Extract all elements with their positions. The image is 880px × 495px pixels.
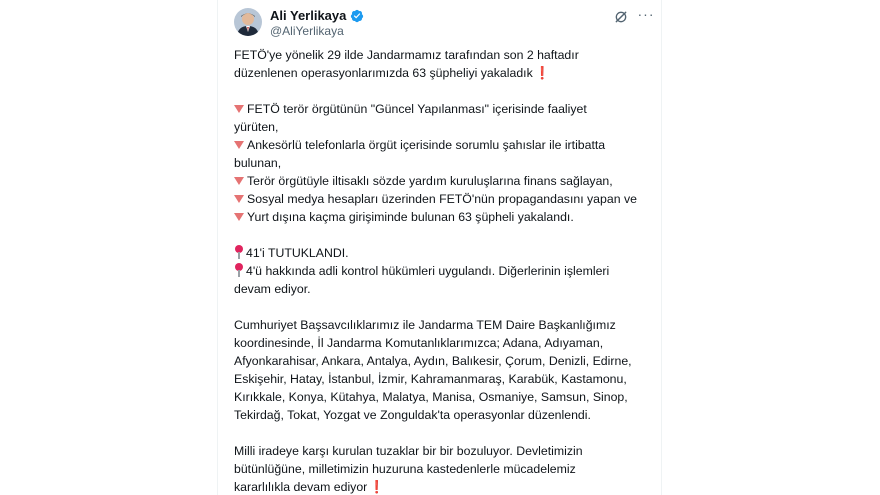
- tweet-line: FETÖ'ye yönelik 29 ilde Jandarmamız tarafından son 2 haftadır: [234, 48, 579, 62]
- red-exclamation-icon: ❗: [534, 66, 551, 80]
- red-exclamation-icon: ❗: [369, 480, 385, 494]
- red-triangle-down-icon: [234, 141, 244, 149]
- author-handle[interactable]: @AliYerlikaya: [270, 24, 344, 38]
- result-line: 4'ü hakkında adli kontrol hükümleri uygulandı. Diğerlerinin işlemleri: [234, 262, 654, 280]
- closing-line: bütünlüğüne, milletimizin huzuruna kastedenlerle mücadelemiz: [234, 462, 576, 476]
- red-triangle-down-icon: [234, 105, 244, 113]
- result-line: 41'i TUTUKLANDI.: [234, 244, 654, 262]
- bullet-line: Yurt dışına kaçma girişiminde bulunan 63 şüpheli yakalandı.: [234, 208, 654, 226]
- grok-icon[interactable]: [613, 9, 629, 25]
- closing-line: Milli iradeye karşı kurulan tuzaklar bir bir bozuluyor. Devletimizin: [234, 444, 583, 458]
- closing-line: kararlılıkla devam ediyor ❗: [234, 480, 385, 494]
- verified-badge-icon: [350, 9, 364, 23]
- bullet-line: Ankesörlü telefonlarla örgüt içerisinde sorumlu şahıslar ile irtibatta: [234, 136, 654, 154]
- provinces-line: Cumhuriyet Başsavcılıklarımız ile Jandarma TEM Daire Başkanlığımız: [234, 318, 616, 332]
- round-pushpin-icon: [234, 263, 244, 277]
- tweet-line: düzenlenen operasyonlarımızda 63 şüpheliyi yakaladık ❗: [234, 66, 551, 80]
- author-name-row: [270, 8, 364, 24]
- red-triangle-down-icon: [234, 177, 244, 185]
- tweet-card: [217, 0, 662, 495]
- provinces-line: Tekirdağ, Tokat, Yozgat ve Zonguldak'ta operasyonlar düzenlendi.: [234, 408, 591, 422]
- bullet-continuation: bulunan,: [234, 156, 282, 170]
- author-name[interactable]: Ali Yerlikaya: [270, 8, 347, 23]
- more-options-icon[interactable]: ···: [637, 6, 655, 22]
- tweet-text: [234, 46, 654, 495]
- provinces-line: Afyonkarahisar, Ankara, Antalya, Aydın, Balıkesir, Çorum, Denizli, Edirne,: [234, 354, 632, 368]
- red-triangle-down-icon: [234, 213, 244, 221]
- bullet-continuation: yürüten,: [234, 120, 279, 134]
- round-pushpin-icon: [234, 245, 244, 259]
- provinces-line: koordinesinde, İl Jandarma Komutanlıklarımızca; Adana, Adıyaman,: [234, 336, 604, 350]
- provinces-line: Kırıkkale, Konya, Kütahya, Malatya, Manisa, Osmaniye, Samsun, Sinop,: [234, 390, 628, 404]
- bullet-line: Sosyal medya hesapları üzerinden FETÖ'nün propagandasını yapan ve: [234, 190, 654, 208]
- provinces-line: Eskişehir, Hatay, İstanbul, İzmir, Kahramanmaraş, Karabük, Kastamonu,: [234, 372, 627, 386]
- result-continuation: devam ediyor.: [234, 282, 311, 296]
- bullet-line: Terör örgütüyle iltisaklı sözde yardım kuruluşlarına finans sağlayan,: [234, 172, 654, 190]
- red-triangle-down-icon: [234, 195, 244, 203]
- bullet-line: FETÖ terör örgütünün "Güncel Yapılanması" içerisinde faaliyet: [234, 100, 654, 118]
- author-avatar[interactable]: [234, 8, 262, 36]
